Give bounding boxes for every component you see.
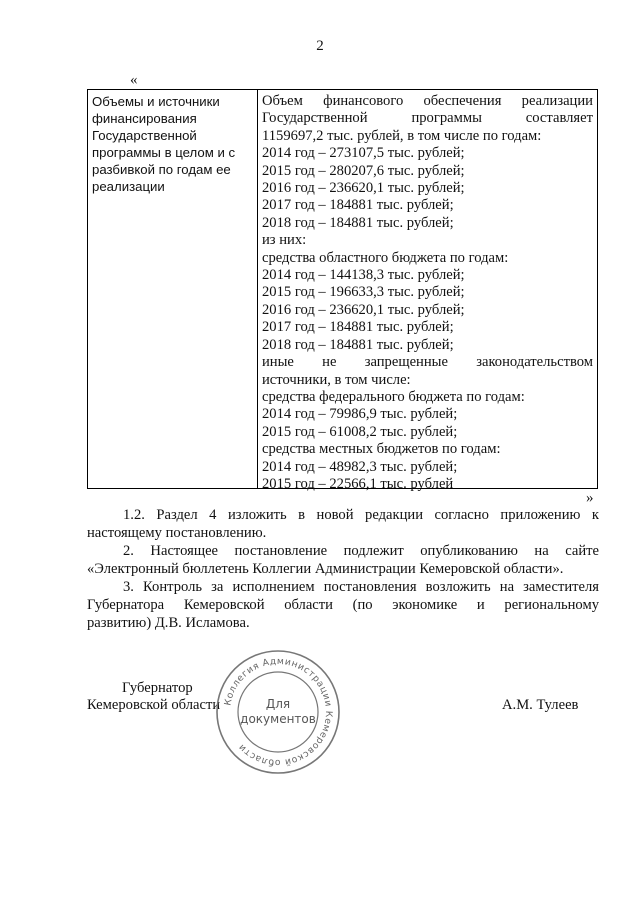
financing-table [87,89,598,492]
paragraph-line: настоящему постановлению. [87,525,267,541]
federal-budget-heading: средства федерального бюджета по годам: [262,388,525,405]
total-year-line: 2017 год – 184881 тыс. рублей; [262,197,454,214]
regional-year-line: 2018 год – 184881 тыс. рублей; [262,336,454,353]
table-right-cell [258,90,597,492]
stamp-center-line: документов [240,712,316,726]
paragraph-line: развитию) Д.В. Исламова. [87,615,250,631]
signatory-name: А.М. Тулеев [502,697,579,713]
table-left-cell [88,90,258,488]
signatory-title: Губернатор [122,680,193,696]
stamp-ring-text: Коллегия Администрации Кемеровской области [222,655,335,769]
funding-intro-line: Государственной программы составляет [262,110,593,127]
total-year-line: 2015 год – 280207,6 тыс. рублей; [262,162,465,179]
opening-quote: « [130,72,138,88]
regional-budget-heading: средства областного бюджета по годам: [262,249,509,266]
federal-year-line: 2014 год – 79986,9 тыс. рублей; [262,406,458,423]
local-budget-heading: средства местных бюджетов по годам: [262,441,501,458]
decree-body [87,506,599,632]
total-year-line: 2014 год – 273107,5 тыс. рублей; [262,145,465,162]
regional-year-line: 2017 год – 184881 тыс. рублей; [262,319,454,336]
total-year-line: 2016 год – 236620,1 тыс. рублей; [262,180,465,197]
page-number: 2 [316,38,324,54]
paragraph-line: 3. Контроль за исполнением постановления возложить на заместителя [123,579,599,595]
paragraph-line: «Электронный бюллетень Коллегии Администрации Кемеровской области». [87,561,564,577]
paragraph-line: Губернатора Кемеровской области (по экономике и региональному [87,597,599,613]
regional-year-line: 2016 год – 236620,1 тыс. рублей; [262,301,465,318]
regional-year-line: 2015 год – 196633,3 тыс. рублей; [262,284,465,301]
of-which-label: из них: [262,232,307,249]
left-cell-line: Объемы и источники [92,94,220,109]
left-cell-line: разбивкой по годам ее [92,162,231,177]
official-stamp [214,648,342,776]
paragraph-1-2 [87,506,599,542]
other-sources-line: иные не запрещенные законодательством [262,354,593,371]
paragraph-3 [87,578,599,632]
left-cell-line: программы в целом и с [92,145,236,160]
regional-year-line: 2014 год – 144138,3 тыс. рублей; [262,267,465,284]
stamp-center-line: Для [265,697,291,711]
paragraph-line: 1.2. Раздел 4 изложить в новой редакции согласно приложению к [123,507,599,523]
closing-quote: » [586,490,594,506]
federal-year-line: 2015 год – 61008,2 тыс. рублей; [262,423,458,440]
funding-intro-line: 1159697,2 тыс. рублей, в том числе по годам: [262,127,542,144]
left-cell-line: финансирования [92,111,197,126]
other-sources-line: источники, в том числе: [262,371,411,388]
paragraph-line: 2. Настоящее постановление подлежит опубликованию на сайте [123,543,599,559]
left-cell-line: реализации [92,179,165,194]
funding-intro-line: Объем финансового обеспечения реализации [262,93,593,109]
local-year-line: 2015 год – 22566,1 тыс. рублей [262,475,454,492]
left-cell-line: Государственной [92,128,197,143]
signatory-region: Кемеровской области [87,697,221,713]
local-year-line: 2014 год – 48982,3 тыс. рублей; [262,458,458,475]
total-year-line: 2018 год – 184881 тыс. рублей; [262,214,454,231]
paragraph-2 [87,542,599,578]
